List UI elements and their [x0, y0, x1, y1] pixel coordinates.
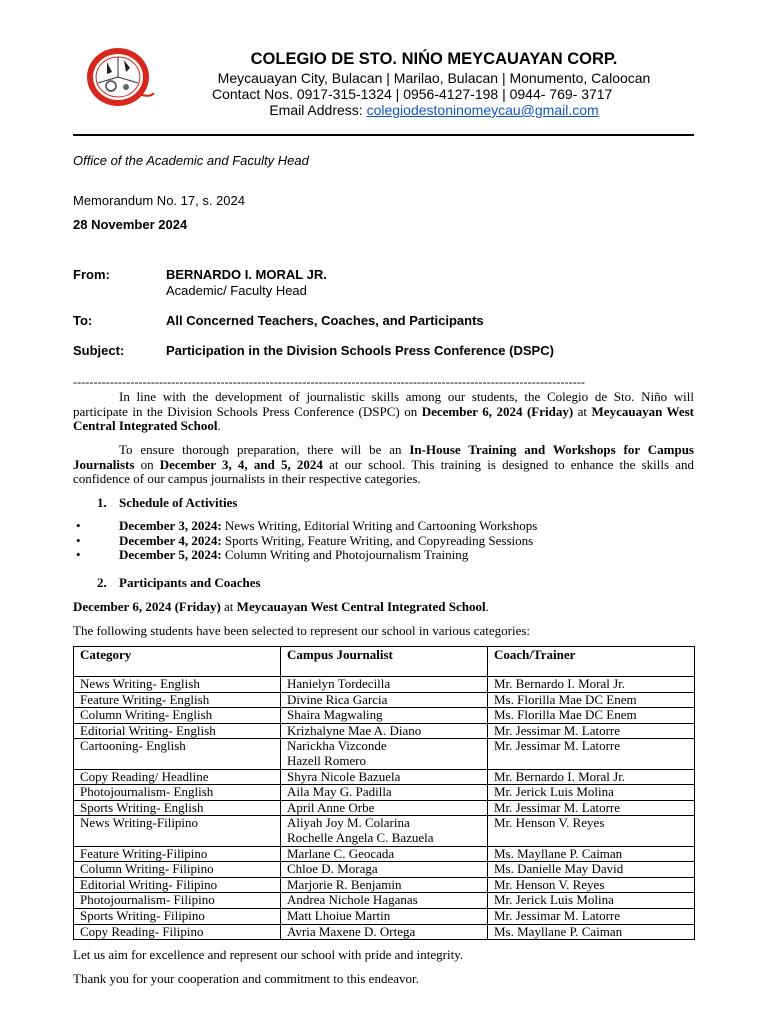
journalist-cell	[281, 785, 488, 801]
institution-name: COLEGIO DE STO. NIŃO MEYCAUAYAN CORP.	[250, 50, 618, 68]
journalist-cell	[281, 862, 488, 878]
journalist-name: Chloe D. Moraga	[287, 861, 378, 877]
category-cell: Photojournalism- Filipino	[74, 893, 281, 909]
table-row	[74, 723, 695, 739]
table-row	[74, 739, 695, 769]
category-cell: Cartooning- English	[74, 739, 281, 769]
journalist-cell	[281, 708, 488, 724]
school-seal-logo	[84, 46, 156, 108]
table-row	[74, 677, 695, 693]
category-cell: Photojournalism- English	[74, 785, 281, 801]
campus-locations: Meycauayan City, Bulacan | Marilao, Bulacan | Monumento, Caloocan	[217, 70, 651, 86]
journalist-name: Aila May G. Padilla	[287, 784, 392, 800]
coach-cell: Mr. Henson V. Reyes	[488, 877, 695, 893]
journalist-cell	[281, 769, 488, 785]
event-line: December 6, 2024 (Friday) at Meycauayan West Central Integrated School.	[73, 599, 489, 614]
journalist-cell	[281, 908, 488, 924]
header-divider	[73, 134, 694, 136]
table-row	[74, 908, 695, 924]
category-cell: News Writing-Filipino	[74, 816, 281, 846]
table-header-row	[74, 647, 695, 677]
table-row	[74, 800, 695, 816]
category-cell: Column Writing- English	[74, 708, 281, 724]
participants-table	[73, 646, 695, 940]
journalist-name: Rochelle Angela C. Bazuela	[287, 829, 434, 845]
paragraph-intro: In line with the development of journalistic skills among our students, the Colegio de Sto. Niño will participate in the Division Schools Press Conference (DSPC) on December 6, 2024 (Friday) at Meycauayan West Central Integrated School.	[73, 389, 694, 434]
table-row	[74, 769, 695, 785]
coach-cell: Ms. Mayllane P. Caiman	[488, 924, 695, 940]
to-value: All Concerned Teachers, Coaches, and Participants	[166, 313, 484, 328]
journalist-name: April Anne Orbe	[287, 799, 375, 815]
category-cell: Column Writing- Filipino	[74, 862, 281, 878]
from-title: Academic/ Faculty Head	[166, 283, 307, 298]
from-name: BERNARDO I. MORAL JR.	[166, 267, 327, 282]
journalist-name: Marjorie R. Benjamin	[287, 876, 402, 892]
coach-cell: Ms. Florilla Mae DC Enem	[488, 692, 695, 708]
closing-line-2: Thank you for your cooperation and commitment to this endeavor.	[73, 971, 419, 986]
subject-label: Subject:	[73, 343, 125, 358]
subject-value: Participation in the Division Schools Press Conference (DSPC)	[166, 343, 554, 358]
category-cell: Editorial Writing- Filipino	[74, 877, 281, 893]
journalist-name: Shaira Magwaling	[287, 707, 383, 723]
journalist-cell	[281, 846, 488, 862]
table-row	[74, 862, 695, 878]
coach-cell: Mr. Jerick Luis Molina	[488, 893, 695, 909]
email-line	[160, 102, 708, 118]
email-label: Email Address:	[269, 102, 367, 118]
memo-number: Memorandum No. 17, s. 2024	[73, 193, 245, 208]
memo-date: 28 November 2024	[73, 217, 188, 232]
email-link[interactable]: colegiodestoninomeycau@gmail.com	[366, 102, 599, 118]
journalist-cell	[281, 739, 488, 769]
coach-cell: Mr. Jessimar M. Latorre	[488, 908, 695, 924]
table-row	[74, 785, 695, 801]
contact-numbers: Contact Nos. 0917-315-1324 | 0956-4127-198 | 0944- 769- 3717	[212, 86, 613, 102]
table-intro: The following students have been selected to represent our school in various categories:	[73, 623, 531, 638]
coach-cell: Ms. Florilla Mae DC Enem	[488, 708, 695, 724]
journalist-cell	[281, 723, 488, 739]
coach-cell: Mr. Henson V. Reyes	[488, 816, 695, 846]
section-heading-participants: 2. Participants and Coaches	[97, 575, 261, 590]
dashed-divider: -----------------------------------------------------------------------------------------------------------------------------	[73, 375, 586, 389]
table-row	[74, 708, 695, 724]
table-row	[74, 877, 695, 893]
journalist-name: Narickha Vizconde	[287, 738, 387, 754]
to-label: To:	[73, 313, 93, 328]
coach-cell: Mr. Jessimar M. Latorre	[488, 739, 695, 769]
category-cell: Feature Writing-Filipino	[74, 846, 281, 862]
journalist-name: Divine Rica Garcia	[287, 691, 388, 707]
column-header: Coach/Trainer	[488, 647, 695, 677]
journalist-cell	[281, 692, 488, 708]
category-cell: Sports Writing- Filipino	[74, 908, 281, 924]
column-header: Category	[74, 647, 281, 677]
coach-cell: Ms. Mayllane P. Caiman	[488, 846, 695, 862]
journalist-cell	[281, 677, 488, 693]
category-cell: News Writing- English	[74, 677, 281, 693]
journalist-cell	[281, 893, 488, 909]
table-row	[74, 893, 695, 909]
table-row	[74, 924, 695, 940]
category-cell: Sports Writing- English	[74, 800, 281, 816]
coach-cell: Mr. Jessimar M. Latorre	[488, 800, 695, 816]
paragraph-training: To ensure thorough preparation, there will be an In-House Training and Workshops for Campus Journalists on December 3, 4, and 5, 2024 at our school. This training is designed to enhance the skills and confidence of our campus journalists in their respective categories.	[73, 442, 694, 487]
category-cell: Copy Reading- Filipino	[74, 924, 281, 940]
table-row	[74, 846, 695, 862]
office-line: Office of the Academic and Faculty Head	[73, 153, 309, 168]
coach-cell: Mr. Bernardo I. Moral Jr.	[488, 677, 695, 693]
journalist-name: Krizhalyne Mae A. Diano	[287, 722, 422, 738]
from-label: From:	[73, 267, 110, 282]
journalist-name: Avria Maxene D. Ortega	[287, 923, 416, 939]
table-row	[74, 816, 695, 846]
journalist-name: Hazell Romero	[287, 752, 367, 768]
journalist-cell	[281, 800, 488, 816]
table-row	[74, 692, 695, 708]
journalist-cell	[281, 816, 488, 846]
journalist-name: Marlane C. Geocada	[287, 845, 395, 861]
journalist-name: Aliyah Joy M. Colarina	[287, 815, 410, 831]
coach-cell: Mr. Jerick Luis Molina	[488, 785, 695, 801]
coach-cell: Ms. Danielle May David	[488, 862, 695, 878]
journalist-cell	[281, 877, 488, 893]
category-cell: Copy Reading/ Headline	[74, 769, 281, 785]
journalist-name: Hanielyn Tordecilla	[287, 676, 391, 691]
journalist-cell	[281, 924, 488, 940]
section-heading-schedule: 1. Schedule of Activities	[97, 495, 238, 510]
journalist-name: Andrea Nichole Haganas	[287, 892, 418, 908]
journalist-name: Matt Lhoiue Martin	[287, 907, 391, 923]
closing-line-1: Let us aim for excellence and represent our school with pride and integrity.	[73, 947, 464, 962]
coach-cell: Mr. Bernardo I. Moral Jr.	[488, 769, 695, 785]
category-cell: Editorial Writing- English	[74, 723, 281, 739]
journalist-name: Shyra Nicole Bazuela	[287, 768, 401, 784]
coach-cell: Mr. Jessimar M. Latorre	[488, 723, 695, 739]
category-cell: Feature Writing- English	[74, 692, 281, 708]
column-header: Campus Journalist	[281, 647, 488, 677]
